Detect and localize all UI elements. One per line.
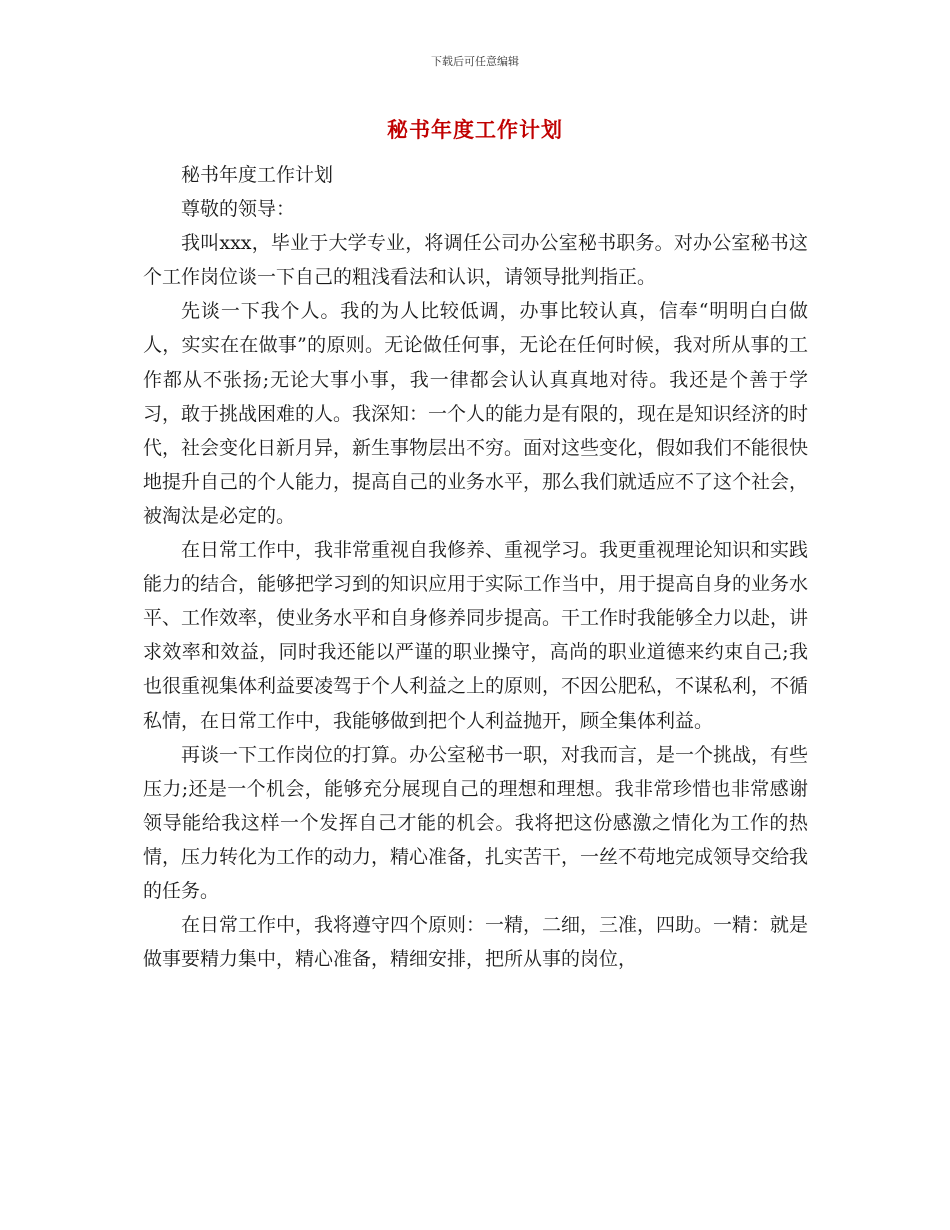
paragraph-subtitle: 秘书年度工作计划 bbox=[181, 164, 334, 186]
page-header-note: 下载后可任意编辑 bbox=[431, 55, 519, 68]
paragraph-intro: 我叫xxx，毕业于大学专业，将调任公司办公室秘书职务。对办公室秘书这个工作岗位谈一下自己的粗浅看法和认识，请领导批判指正。 bbox=[143, 232, 808, 289]
paragraph-job-plan: 再谈一下工作岗位的打算。办公室秘书一职，对我而言，是一个挑战，有些压力;还是一个机会，能够充分展现自己的理想和理想。我非常珍惜也非常感谢领导能给我这样一个发挥自己才能的机会。我将把这份感激之情化为工作的热情，压力转化为工作的动力，精心准备，扎实苦干，一丝不苟地完成领导交给我的任务。 bbox=[143, 743, 809, 902]
document-title: 秘书年度工作计划 bbox=[387, 118, 563, 142]
document-body bbox=[143, 158, 808, 976]
paragraph-daily-work: 在日常工作中，我非常重视自我修养、重视学习。我更重视理论知识和实践能力的结合，能够把学习到的知识应用于实际工作当中，用于提高自身的业务水平、工作效率，使业务水平和自身修养同步提高。干工作时我能够全力以赴，讲求效率和效益，同时我还能以严谨的职业操守，高尚的职业道德来约束自己;我也很重视集体利益要凌驾于个人利益之上的原则，不因公肥私，不谋私利，不循私情，在日常工作中，我能够做到把个人利益抛开，顾全集体利益。 bbox=[143, 539, 809, 732]
paragraph-principles: 在日常工作中，我将遵守四个原则：一精，二细，三准，四助。一精：就是做事要精力集中，精心准备，精细安排，把所从事的岗位， bbox=[143, 914, 809, 971]
paragraph-personal: 先谈一下我个人。我的为人比较低调，办事比较认真，信奉“明明白白做人，实实在在做事”的原则。无论做任何事，无论在任何时候，我对所从事的工作都从不张扬;无论大事小事，我一律都会认认真真地对待。我还是个善于学习，敢于挑战困难的人。我深知：一个人的能力是有限的，现在是知识经济的时代，社会变化日新月异，新生事物层出不穷。面对这些变化，假如我们不能很快地提升自己的个人能力，提高自己的业务水平，那么我们就适应不了这个社会，被淘汰是必定的。 bbox=[143, 300, 809, 527]
paragraph-salutation: 尊敬的领导： bbox=[181, 198, 296, 221]
